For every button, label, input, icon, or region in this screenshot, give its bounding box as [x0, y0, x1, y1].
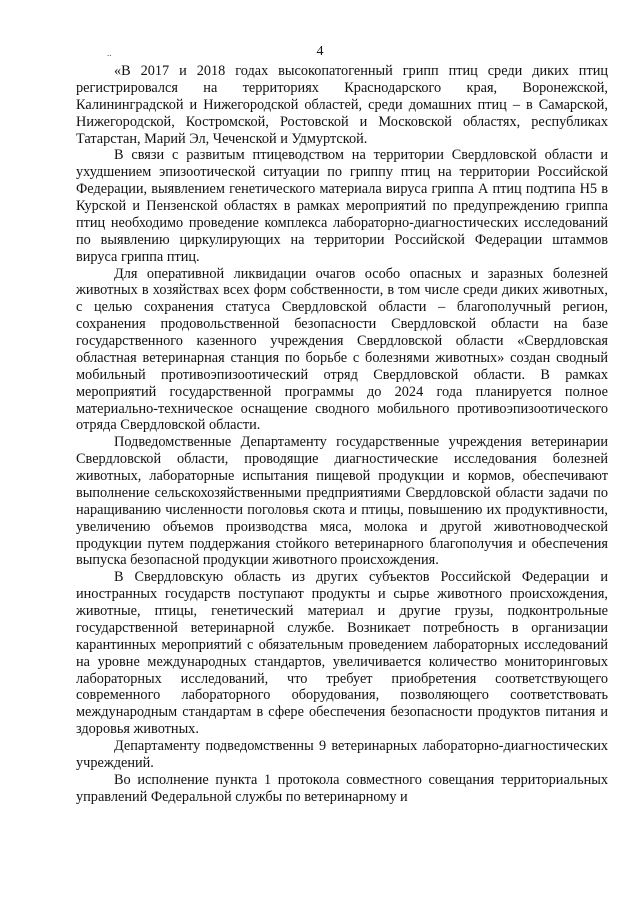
paragraph-bird-flu-outbreaks: «В 2017 и 2018 годах высокопатогенный грипп птиц среди диких птиц регистрировался на территориях Краснодарского края, Воронежской, Калининградской и Нижегородской областей, среди домашних птиц – в Самарской, Нижегородской, Костромской, Ростовской и Московской областях, республиках Татарстан, Марий Эл, Чеченской и Удмуртской. [76, 63, 608, 147]
corner-mark: .. [107, 48, 112, 58]
paragraph-veterinary-institutions: Подведомственные Департаменту государственные учреждения ветеринарии Свердловской области, проводящие диагностические исследования болезней животных, лабораторные испытания пищевой продукции и кормов, обеспечивают выполнение сельскохозяйственными предприятиями Свердловской области задачи по наращиванию численности поголовья скота и птицы, повышению их продуктивности, увеличению объемов производства мяса, молока и другой животноводческой продукции путем поддержания стойкого ветеринарного благополучия и обеспечения выпуска безопасной продукции животного происхождения. [76, 434, 608, 569]
paragraph-lab-diagnostics: В связи с развитым птицеводством на территории Свердловской области и ухудшением эпизоотической ситуации по гриппу птиц на территории Российской Федерации, выявлением генетического материала вируса гриппа А птиц подтипа Н5 в Курской и Пензенской областях в рамках мероприятий по предупреждению гриппа птиц необходимо проведение комплекса лабораторно-диагностических исследований по выявлению циркулирующих на территории Российской Федерации штаммов вируса гриппа птиц. [76, 147, 608, 265]
paragraph-laboratory-count: Департаменту подведомственны 9 ветеринарных лабораторно-диагностических учреждений. [76, 738, 608, 771]
document-body [76, 63, 608, 806]
paragraph-imported-products: В Свердловскую область из других субъектов Российской Федерации и иностранных государств поступают продукты и сырье животного происхождения, животные, птицы, генетический материал и другие грузы, подконтрольные государственной ветеринарной службе. Возникает потребность в организации карантинных мероприятий с обязательным проведением лабораторных исследований на уровне международных стандартов, увеличивается количество мониторинговых лабораторных исследований, что требует приобретения соответствующего современного лабораторного оборудования, позволяющего соответствовать международным стандартам в сфере обеспечения безопасности продуктов питания и здоровья животных. [76, 569, 608, 738]
page-number: 4 [316, 44, 324, 59]
paragraph-protocol-execution: Во исполнение пункта 1 протокола совместного совещания территориальных управлений Федеральной службы по ветеринарному и [76, 771, 608, 805]
paragraph-mobile-detachment: Для оперативной ликвидации очагов особо опасных и заразных болезней животных в хозяйствах всех форм собственности, в том числе среди диких животных, с целью сохранения статуса Свердловской области – благополучный регион, сохранения продовольственной безопасности Свердловской области на базе государственного казенного учреждения Свердловской области «Свердловская областная ветеринарная станция по борьбе с болезнями животных» создан сводный мобильный противоэпизоотический отряд Свердловской области. В рамках мероприятий государственной программы до 2024 года планируется полное материально-техническое оснащение сводного мобильного противоэпизоотического отряда Свердловской области. [76, 265, 608, 434]
